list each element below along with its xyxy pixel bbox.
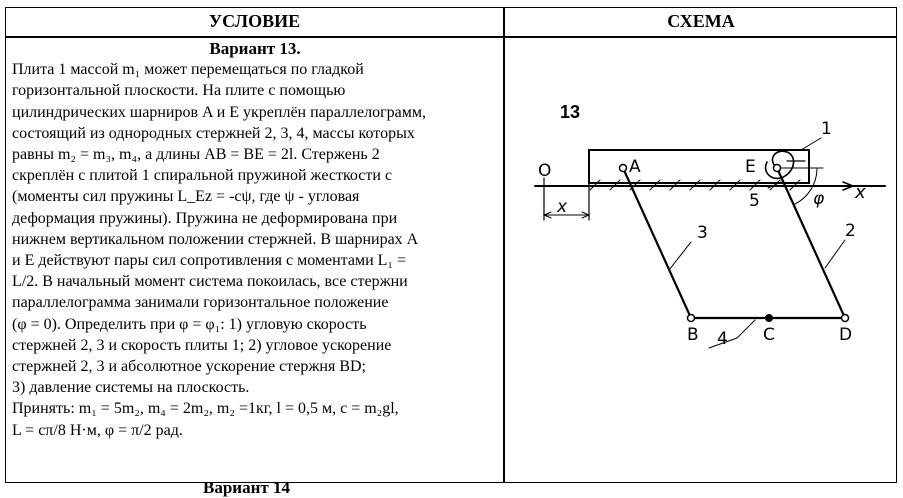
condition-line: и E действуют пары сил сопротивления с моментами L₁ =	[12, 252, 407, 270]
condition-line: цилиндрических шарниров A и E укреплён параллелограмм,	[12, 103, 426, 121]
condition-line: L/2. В начальный момент система покоилась, все стержни	[12, 273, 408, 291]
label-e: E	[745, 157, 756, 177]
rod-2-leader	[825, 240, 845, 268]
condition-line: 3) давление системы на плоскость.	[12, 379, 250, 397]
condition-line: (φ = 0). Определить при φ = φ₁: 1) угловую скорость	[12, 315, 367, 333]
label-plate: 1	[821, 119, 832, 139]
label-rod-3: 3	[697, 223, 708, 243]
mechanism-diagram	[505, 38, 897, 482]
condition-line: Плита 1 массой m₁ может перемещаться по гладкой	[12, 61, 364, 79]
condition-line: деформация пружины). Пружина не деформирована при	[12, 209, 398, 227]
task-table	[5, 7, 897, 497]
condition-line: скреплён с плитой 1 спиральной пружиной жесткости с	[12, 167, 393, 185]
rod-3-leader	[669, 242, 691, 270]
condition-line: нижнем вертикальном положении стержней. В шарнирах A	[12, 230, 419, 248]
condition-line: состоящий из однородных стержней 2, 3, 4, массы которых	[12, 124, 415, 142]
condition-line: параллелограмма занимали горизонтальное положение	[12, 294, 389, 312]
scheme-number: 13	[560, 102, 581, 122]
label-spring: 5	[749, 191, 760, 211]
condition-line: стержней 2, 3 и абсолютное ускорение стержня BD;	[12, 358, 366, 376]
condition-line: равны m₂ = m₃, m₄, а длины AB = BE = 2l. Стержень 2	[12, 146, 380, 164]
joint-a	[620, 165, 627, 172]
label-rod-4: 4	[717, 329, 728, 349]
condition-line: горизонтальной плоскости. На плите с помощью	[12, 82, 346, 100]
label-origin: O	[538, 161, 552, 181]
joint-d	[842, 315, 849, 322]
joint-b	[688, 315, 695, 322]
label-rod-2: 2	[845, 221, 856, 241]
label-b: B	[687, 325, 699, 345]
label-phi: φ	[813, 189, 825, 209]
condition-line: L = cπ/8 Н·м, φ = π/2 рад.	[12, 421, 183, 439]
scheme-cell	[505, 38, 897, 482]
next-variant-title: Вариант 14	[203, 478, 290, 497]
rod-4-leader	[737, 320, 755, 338]
rod-2	[777, 168, 845, 318]
condition-line: (моменты сил пружины L_Ez = -cψ, где ψ - угловая	[12, 188, 360, 206]
label-x-axis: x	[855, 182, 866, 203]
condition-line: стержней 2, 3 и скорость плиты 1; 2) угловое ускорение	[12, 336, 392, 354]
joint-e	[774, 165, 781, 172]
label-a: A	[629, 157, 641, 177]
label-d: D	[839, 325, 853, 345]
variant-title: Вариант 13.	[209, 39, 301, 58]
label-c: C	[763, 325, 775, 345]
point-c	[765, 314, 773, 322]
rod-3	[623, 168, 691, 318]
label-x-dimension: x	[557, 197, 568, 217]
condition-header: УСЛОВИЕ	[208, 11, 301, 31]
condition-cell	[12, 38, 498, 441]
plate-leader	[801, 138, 821, 150]
condition-line: Принять: m₁ = 5m₂, m₄ = 2m₂, m₂ =1кг, l = 0,5 м, c = m₂gl,	[12, 400, 399, 418]
scheme-header: СХЕМА	[667, 11, 735, 31]
